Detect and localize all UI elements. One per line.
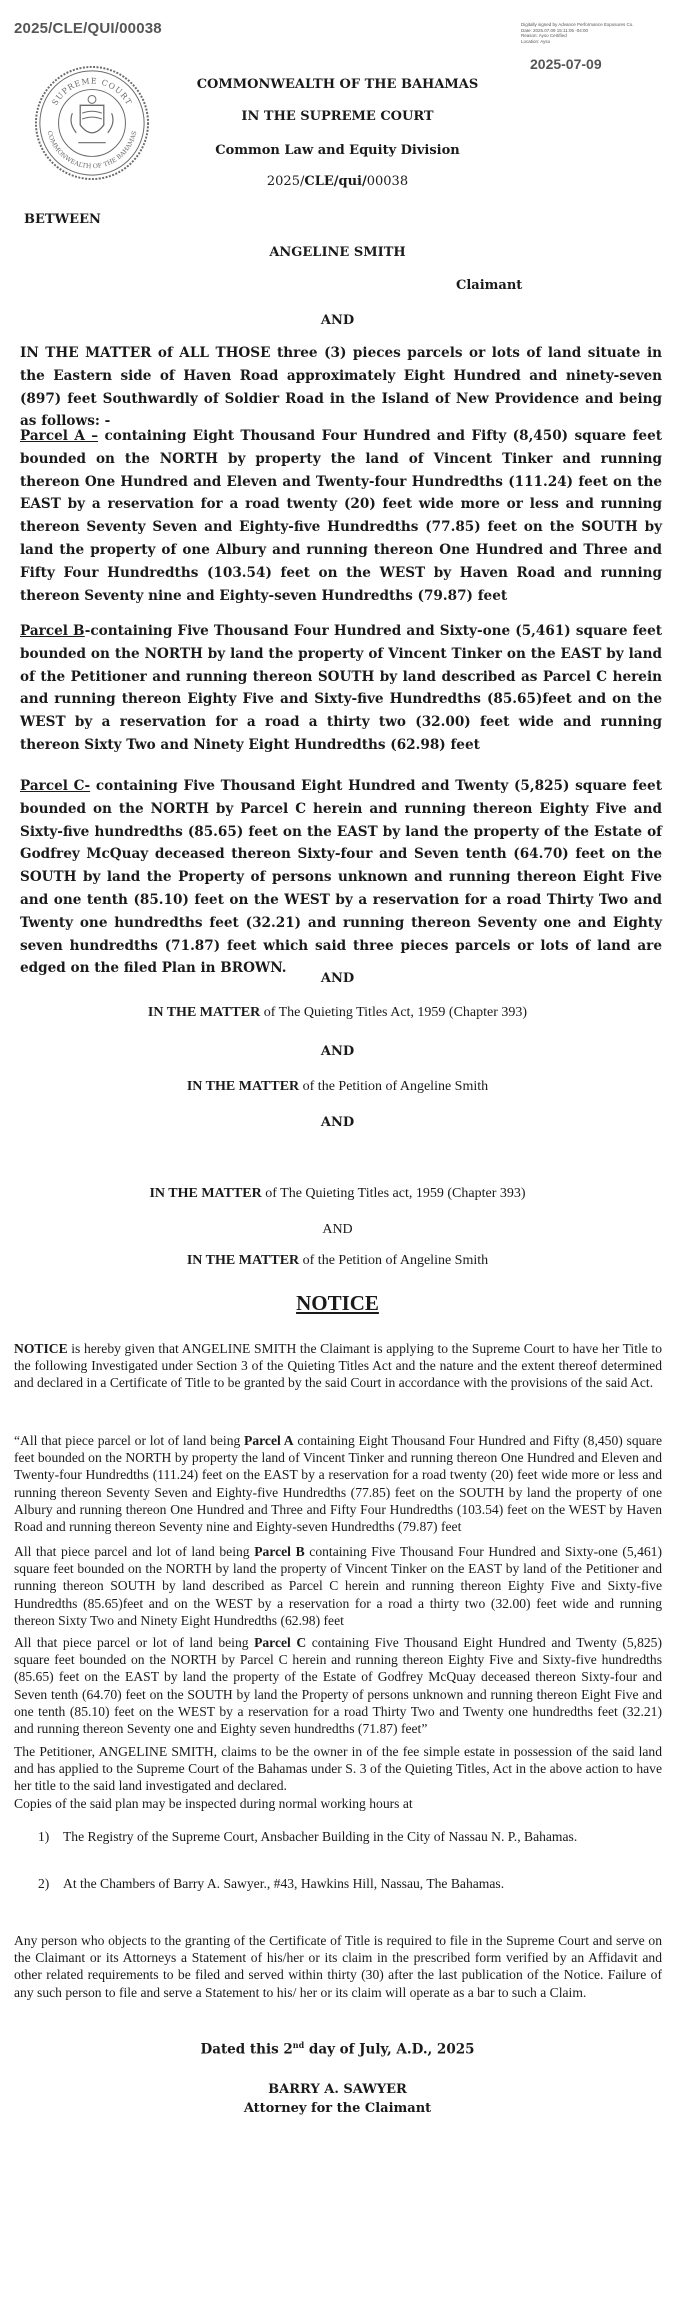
copies-paragraph: Copies of the said plan may be inspected during normal working hours at bbox=[14, 1796, 413, 1811]
list-item-registry: The Registry of the Supreme Court, Ansbacher Building in the City of Nassau N. P., Bahamas. bbox=[63, 1829, 578, 1844]
sig-line-4: Location: Ayso bbox=[521, 38, 551, 44]
and-separator: AND bbox=[320, 1115, 355, 1130]
between-label: BETWEEN bbox=[24, 212, 101, 227]
parcel-a-description: Parcel A – containing Eight Thousand Four Hundred and Fifty (8,450) square feet bounded on the NORTH by property the land of Vincent Tinker and running thereon One Hundred and Eleven and Twenty-four Hundredths (111.24) feet on the EAST by a reservation for a road twenty (20) feet wide more or less and running thereon Seventy Seven and Eighty-five Hundredths (77.85) feet on the SOUTH by land the property of one Albury and running thereon One Hundred and Three and Fifty Four Hundredths (103.54) feet on the WEST by Haven Road and running thereon Seventy nine and Eighty-seven Hundredths (79.87) feet bbox=[20, 428, 663, 604]
attorney-name: BARRY A. SAWYER bbox=[268, 2082, 407, 2097]
digital-signature-meta bbox=[521, 22, 641, 44]
petitioner-paragraph: The Petitioner, ANGELINE SMITH, claims to be the owner in of the fee simple estate in possession of the said land and has applied to the Supreme Court of the Bahamas under S. 3 of the Quieting Titles, Act in the above action to have her title to the said land investigated and declared. bbox=[14, 1744, 662, 1794]
svg-text:SUPREME COURT: SUPREME COURT bbox=[50, 76, 134, 107]
list-number: 1) bbox=[38, 1829, 50, 1844]
matter-petition-2: IN THE MATTER of the Petition of Angeline Smith bbox=[186, 1253, 489, 1268]
sig-line-2: Date: 2025.07.09 15:11:05 -04:00 bbox=[521, 27, 588, 33]
notice-parcel-c: All that piece parcel or lot of land being Parcel C containing Five Thousand Eight Hundred and Twenty (5,825) square feet bounded on the NORTH by Parcel C herein and running thereon Eighty Five and Sixty-five hundredths (85.65) feet on the EAST by land the property of the Estate of Godfrey McQuay deceased thereon Sixty-four and Seven tenth (64.70) feet on the SOUTH by land the Property of persons unknown and running thereon Eight Five and one tenth (85.10) feet on the WEST by a reservation for a road Thirty Two and Twenty one hundredths feet (32.21) and running thereon Seventy one and Eighty seven hundredths (71.87) feet” bbox=[14, 1635, 662, 1737]
notice-parcel-b: All that piece parcel and lot of land being Parcel B containing Five Thousand Four Hundred and Sixty-one (5,461) square feet bounded on the NORTH by land the property of Vincent Tinker on the EAST by land of the Petitioner and running thereon SOUTH by land described as Parcel C herein and running thereon Eighty Five and Sixty-five Hundredths (85.65)feet and on the WEST by a reservation for a road a thirty two (32.00) feet wide and running thereon Sixty Two and Ninety Eight Hundredths (62.98) feet bbox=[14, 1544, 662, 1628]
and-separator: AND bbox=[320, 1044, 355, 1059]
notice-heading: NOTICE bbox=[296, 1291, 379, 1315]
case-number-stamp: 2025/CLE/QUI/00038 bbox=[14, 20, 162, 37]
and-separator: AND bbox=[320, 971, 355, 986]
caption-division: Common Law and Equity Division bbox=[215, 143, 460, 158]
attorney-role: Attorney for the Claimant bbox=[243, 2101, 432, 2116]
parcel-c-description: Parcel C- containing Five Thousand Eight Hundred and Twenty (5,825) square feet bounded on the NORTH by Parcel C herein and running thereon Eighty Five and Sixty-five hundredths (85.65) feet on the EAST by land the property of the Estate of Godfrey McQuay deceased thereon Sixty-four and Seven tenth (64.70) feet on the SOUTH by land the Property of persons unknown and running thereon Eight Five and one tenth (85.10) feet on the WEST by a reservation for a road Thirty Two and Twenty one hundredths feet (32.21) and running thereon Seventy one and Eighty seven hundredths (71.87) feet which said three pieces parcels or lots of land are edged on the filed Plan in BROWN. bbox=[20, 778, 662, 977]
party-role: Claimant bbox=[456, 278, 523, 293]
matter-quieting-titles-act-2: IN THE MATTER of The Quieting Titles act, 1959 (Chapter 393) bbox=[149, 1186, 526, 1201]
caption-court: IN THE SUPREME COURT bbox=[241, 109, 434, 124]
signature-date: 2025-07-09 bbox=[530, 56, 602, 72]
sig-line-3: Reason: Ayso Certified bbox=[521, 33, 567, 38]
caption-commonwealth: COMMONWEALTH OF THE BAHAMAS bbox=[196, 77, 479, 92]
caption-case-number: 2025/CLE/qui/00038 bbox=[266, 174, 409, 189]
notice-parcel-a: “All that piece parcel or lot of land being Parcel A containing Eight Thousand Four Hundred and Fifty (8,450) square feet bounded on the NORTH by property the land of Vincent Tinker and running thereon One Hundred and Eleven and Twenty-four Hundredths (111.24) feet on the EAST by a reservation for a road twenty (20) feet wide more or less and running thereon Seventy Seven and Eighty-five Hundredths (77.85) feet on the SOUTH by land the property of one Albury and running thereon One Hundred and Three and Fifty Four Hundredths (103.54) feet on the WEST by Haven Road and running thereon Seventy nine and Eighty-seven Hundredths (79.87) feet bbox=[14, 1433, 663, 1535]
list-item-chambers: At the Chambers of Barry A. Sawyer., #43, Hawkins Hill, Nassau, The Bahamas. bbox=[63, 1876, 505, 1891]
list-number: 2) bbox=[38, 1876, 50, 1891]
matter-petition: IN THE MATTER of the Petition of Angeline Smith bbox=[186, 1079, 489, 1094]
sig-line-1: Digitally signed by Advance Performance Exposures Co. bbox=[521, 22, 634, 27]
svg-text:COMMONWEALTH OF THE BAHAMAS: COMMONWEALTH OF THE BAHAMAS bbox=[45, 130, 139, 171]
objection-paragraph: Any person who objects to the granting of the Certificate of Title is required to file in the Supreme Court and serve on the Claimant or its Attorneys a Statement of his/her or its claim in the prescribed form verified by an Affidavit and other related requirements to be filed and served within thirty (30) after the last publication of the Notice. Failure of any such person to file and serve a Statement to his/ her or its claim will operate as a bar to such a Claim. bbox=[14, 1933, 662, 2000]
notice-paragraph: NOTICE is hereby given that ANGELINE SMITH the Claimant is applying to the Supreme Court to have her Title to the following Investigated under Section 3 of the Quieting Titles Act and the nature and the extent thereof determined and declared in a Certificate of Title to be granted by the said Court in accordance with the provisions of the said Act. bbox=[14, 1341, 662, 1391]
parcel-b-description: Parcel B-containing Five Thousand Four Hundred and Sixty-one (5,461) square feet bounded on the NORTH by land the property of Vincent Tinker on the EAST by land of the Petitioner and running thereon SOUTH by land described as Parcel C herein and running thereon Eighty Five and Sixty-five Hundredths (85.65)feet and on the WEST by a reservation for a road a thirty two (32.00) feet wide and running thereon Sixty Two and Ninety Eight Hundredths (62.98) feet bbox=[20, 623, 662, 753]
and-separator: AND bbox=[320, 313, 355, 328]
dated-line: Dated this 2nd day of July, A.D., 2025 bbox=[200, 2040, 475, 2058]
party-name: ANGELINE SMITH bbox=[269, 245, 406, 260]
matter-intro: IN THE MATTER of ALL THOSE three (3) pieces parcels or lots of land situate in the Eastern side of Haven Road approximately Eight Hundred and ninety-seven (897) feet Southwardly of Soldier Road in the Island of New Providence and being as follows: - bbox=[20, 345, 662, 430]
and-separator: AND bbox=[322, 1222, 353, 1237]
matter-quieting-titles-act: IN THE MATTER of The Quieting Titles Act, 1959 (Chapter 393) bbox=[147, 1005, 528, 1020]
